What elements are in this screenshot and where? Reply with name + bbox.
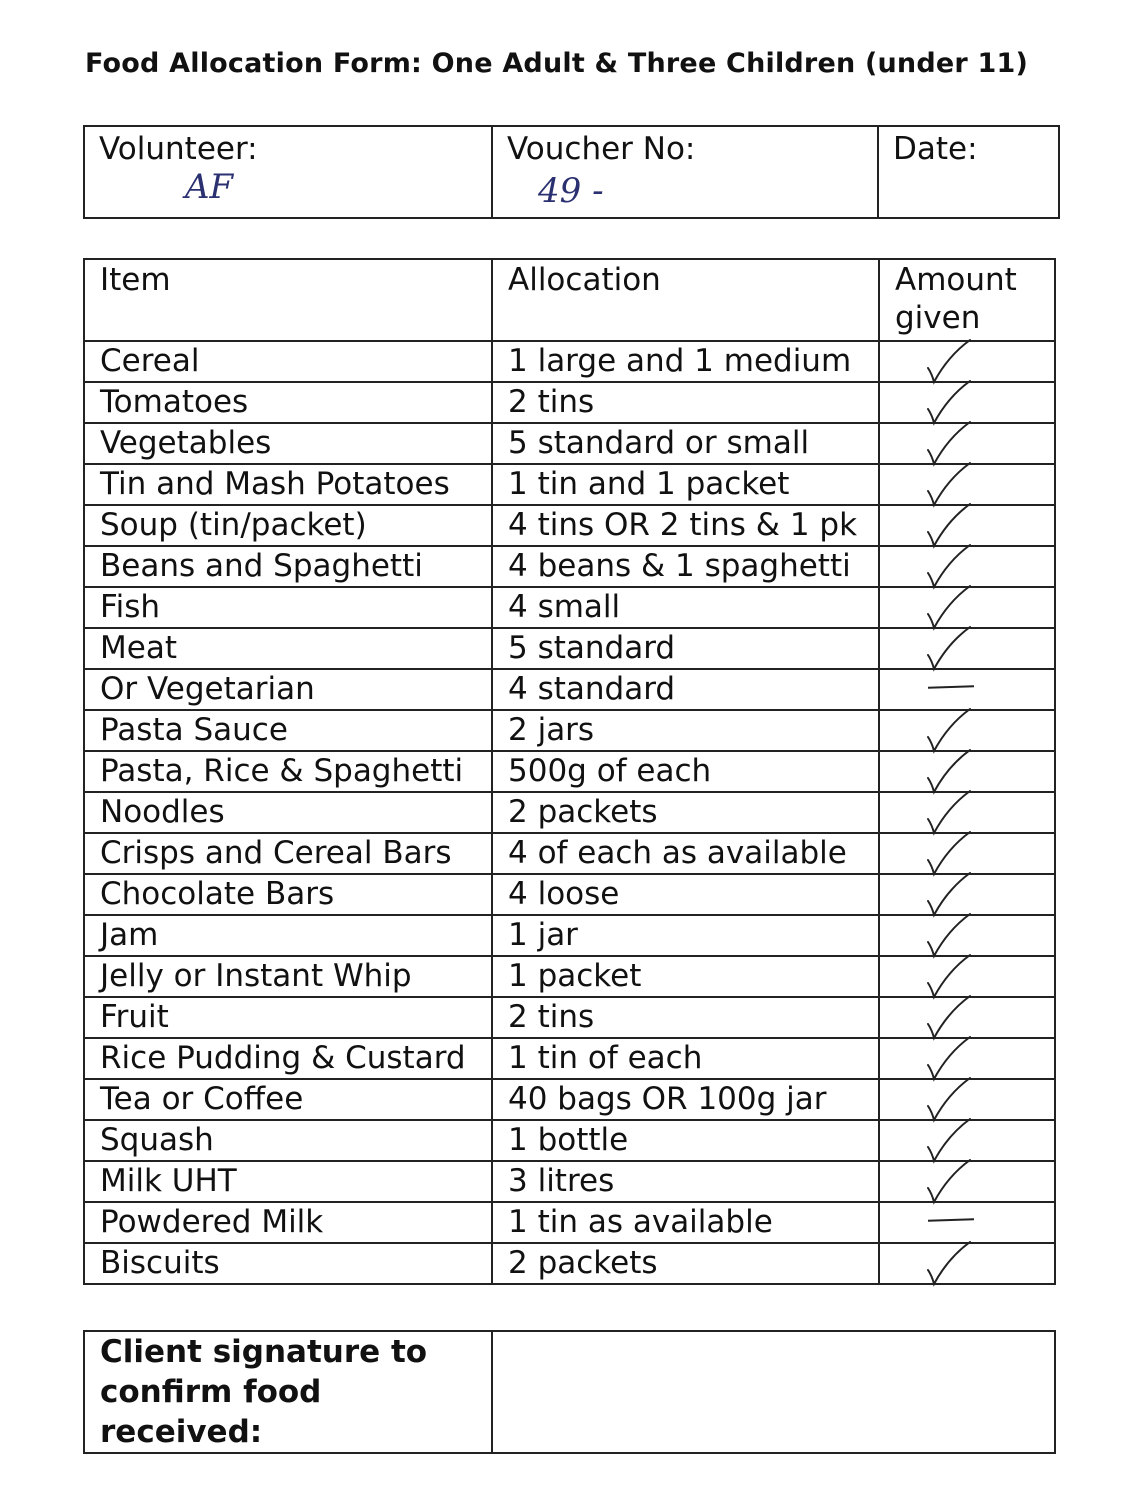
voucher-value: 49 - [538, 171, 604, 211]
amount-given-cell[interactable] [879, 1038, 1055, 1079]
signature-field[interactable] [492, 1331, 1055, 1453]
item-allocation: 2 jars [492, 710, 879, 751]
item-name: Pasta, Rice & Spaghetti [84, 751, 492, 792]
item-allocation: 1 packet [492, 956, 879, 997]
table-row [84, 751, 1055, 792]
table-row [84, 956, 1055, 997]
item-name: Meat [84, 628, 492, 669]
item-name: Tea or Coffee [84, 1079, 492, 1120]
amount-given-cell[interactable] [879, 423, 1055, 464]
item-allocation: 4 standard [492, 669, 879, 710]
table-row [84, 1079, 1055, 1120]
item-name: Tomatoes [84, 382, 492, 423]
item-name: Chocolate Bars [84, 874, 492, 915]
signature-label-line2: confirm food received: [100, 1374, 322, 1450]
signature-label-cell [84, 1331, 492, 1453]
amount-given-cell[interactable] [879, 587, 1055, 628]
item-name: Noodles [84, 792, 492, 833]
item-name: Fruit [84, 997, 492, 1038]
item-allocation: 2 tins [492, 382, 879, 423]
volunteer-cell[interactable] [84, 126, 492, 218]
item-name: Powdered Milk [84, 1202, 492, 1243]
item-name: Crisps and Cereal Bars [84, 833, 492, 874]
item-allocation: 500g of each [492, 751, 879, 792]
amount-header-line2: given [895, 300, 981, 336]
volunteer-value: AF [185, 167, 234, 207]
item-allocation: 2 packets [492, 1243, 879, 1284]
voucher-cell[interactable] [492, 126, 878, 218]
item-name: Or Vegetarian [84, 669, 492, 710]
amount-given-cell[interactable] [879, 1161, 1055, 1202]
item-name: Cereal [84, 341, 492, 382]
col-allocation-header: Allocation [492, 259, 879, 341]
item-allocation: 4 small [492, 587, 879, 628]
check-mark-icon [920, 623, 980, 673]
table-row [84, 1038, 1055, 1079]
item-allocation: 2 tins [492, 997, 879, 1038]
item-name: Jam [84, 915, 492, 956]
item-allocation: 1 tin and 1 packet [492, 464, 879, 505]
item-allocation: 1 tin as available [492, 1202, 879, 1243]
amount-given-cell[interactable] [879, 1079, 1055, 1120]
table-row [84, 1243, 1055, 1284]
table-row [84, 997, 1055, 1038]
voucher-label: Voucher No: [507, 131, 696, 167]
item-allocation: 3 litres [492, 1161, 879, 1202]
amount-given-cell[interactable] [879, 1202, 1055, 1243]
dash-mark-icon [928, 685, 974, 689]
amount-given-cell[interactable] [879, 833, 1055, 874]
table-row [84, 546, 1055, 587]
amount-given-cell[interactable] [879, 956, 1055, 997]
amount-given-cell[interactable] [879, 546, 1055, 587]
amount-given-cell[interactable] [879, 464, 1055, 505]
amount-given-cell[interactable] [879, 792, 1055, 833]
item-name: Vegetables [84, 423, 492, 464]
amount-given-cell[interactable] [879, 874, 1055, 915]
table-row [84, 710, 1055, 751]
item-allocation: 4 of each as available [492, 833, 879, 874]
item-name: Squash [84, 1120, 492, 1161]
table-row [84, 464, 1055, 505]
item-allocation: 5 standard [492, 628, 879, 669]
table-row [84, 1161, 1055, 1202]
item-allocation: 1 large and 1 medium [492, 341, 879, 382]
table-row [84, 669, 1055, 710]
item-allocation: 4 beans & 1 spaghetti [492, 546, 879, 587]
header-box [83, 125, 1060, 219]
item-name: Tin and Mash Potatoes [84, 464, 492, 505]
amount-given-cell[interactable] [879, 1243, 1055, 1284]
amount-given-cell[interactable] [879, 915, 1055, 956]
amount-given-cell[interactable] [879, 997, 1055, 1038]
item-allocation: 1 bottle [492, 1120, 879, 1161]
table-row [84, 505, 1055, 546]
date-cell[interactable] [878, 126, 1059, 218]
item-allocation: 4 loose [492, 874, 879, 915]
amount-given-cell[interactable] [879, 669, 1055, 710]
table-row [84, 833, 1055, 874]
table-row [84, 915, 1055, 956]
table-row [84, 1120, 1055, 1161]
table-row [84, 423, 1055, 464]
table-row [84, 792, 1055, 833]
amount-header-line1: Amount [895, 262, 1017, 298]
amount-given-cell[interactable] [879, 628, 1055, 669]
amount-given-cell[interactable] [879, 382, 1055, 423]
form-title: Food Allocation Form: One Adult & Three Children (under 11) [85, 48, 1029, 79]
item-name: Beans and Spaghetti [84, 546, 492, 587]
item-allocation: 5 standard or small [492, 423, 879, 464]
table-row [84, 341, 1055, 382]
table-header-row [84, 259, 1055, 341]
volunteer-label: Volunteer: [99, 131, 258, 167]
table-row [84, 382, 1055, 423]
item-name: Jelly or Instant Whip [84, 956, 492, 997]
item-name: Soup (tin/packet) [84, 505, 492, 546]
item-name: Milk UHT [84, 1161, 492, 1202]
item-name: Rice Pudding & Custard [84, 1038, 492, 1079]
item-allocation: 1 tin of each [492, 1038, 879, 1079]
amount-given-cell[interactable] [879, 1120, 1055, 1161]
item-name: Fish [84, 587, 492, 628]
signature-label-line1: Client signature to [100, 1334, 428, 1370]
item-allocation: 4 tins OR 2 tins & 1 pk [492, 505, 879, 546]
table-row [84, 1202, 1055, 1243]
item-allocation: 40 bags OR 100g jar [492, 1079, 879, 1120]
amount-given-cell[interactable] [879, 710, 1055, 751]
item-name: Pasta Sauce [84, 710, 492, 751]
amount-given-cell[interactable] [879, 505, 1055, 546]
table-row [84, 587, 1055, 628]
signature-box [83, 1330, 1056, 1454]
item-allocation: 2 packets [492, 792, 879, 833]
date-label: Date: [893, 131, 978, 167]
item-name: Biscuits [84, 1243, 492, 1284]
table-row [84, 628, 1055, 669]
check-mark-icon [920, 1238, 980, 1288]
col-item-header: Item [84, 259, 492, 341]
item-allocation: 1 jar [492, 915, 879, 956]
allocation-table [83, 258, 1056, 1285]
amount-given-cell[interactable] [879, 751, 1055, 792]
check-mark-icon [920, 1156, 980, 1206]
table-row [84, 874, 1055, 915]
dash-mark-icon [928, 1218, 974, 1222]
col-amount-header [879, 259, 1055, 341]
amount-given-cell[interactable] [879, 341, 1055, 382]
